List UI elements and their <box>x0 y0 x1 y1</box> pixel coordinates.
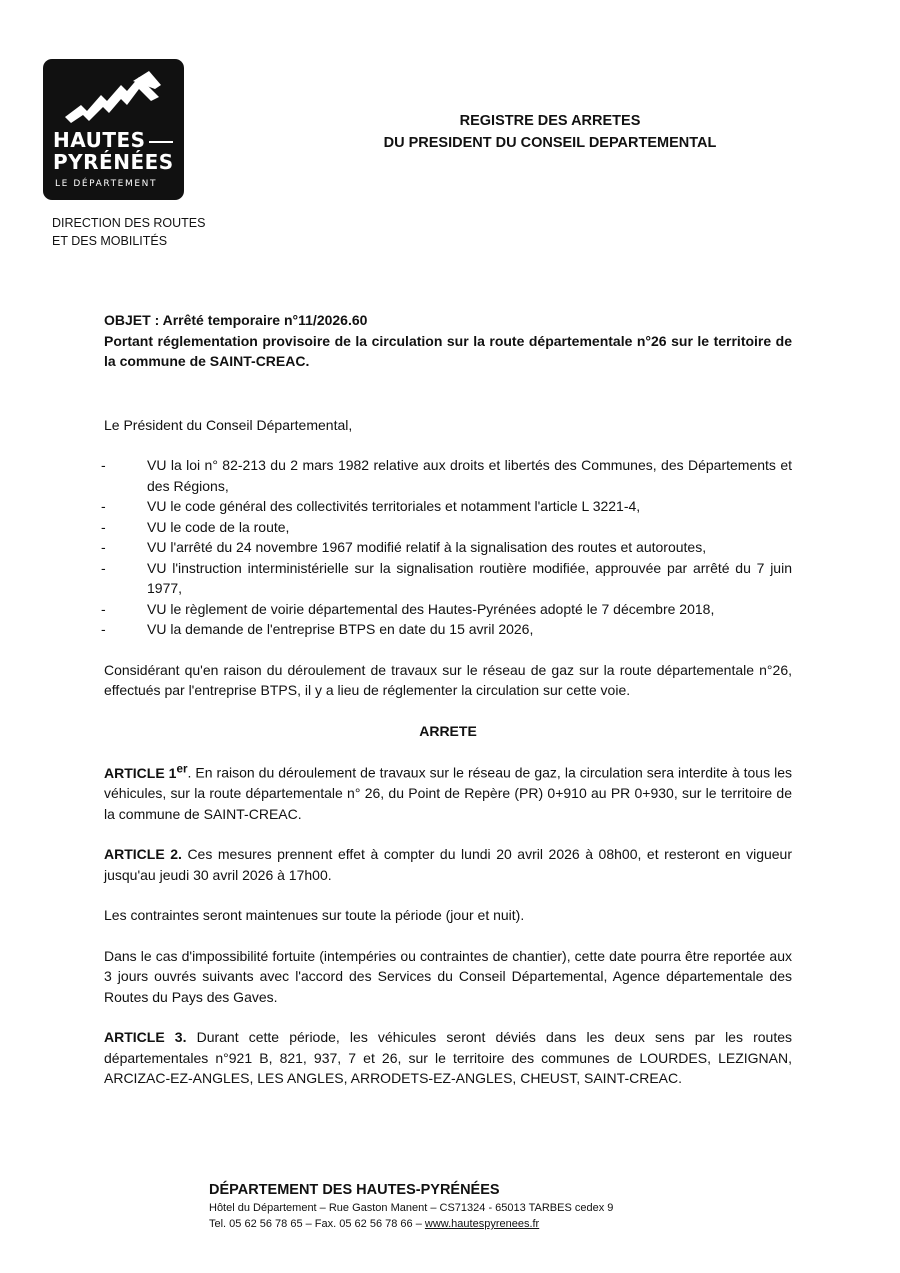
visa-item: - VU l'arrêté du 24 novembre 1967 modifié relatif à la signalisation des routes et autoroutes, <box>104 537 792 558</box>
article-2-text: Ces mesures prennent effet à compter du lundi 20 avril 2026 à 08h00, et resteront en vigueur jusqu'au jeudi 30 avril 2026 à 17h00. <box>104 846 792 883</box>
considerant-text: Considérant qu'en raison du déroulement de travaux sur le réseau de gaz sur la route départementale n°26, effectués par l'entreprise BTPS, il y a lieu de réglementer la circulation sur cette voie. <box>104 661 792 698</box>
visa-item: - VU le règlement de voirie départemental des Hautes-Pyrénées adopté le 7 décembre 2018, <box>104 599 792 620</box>
article-3-text: Durant cette période, les véhicules seront déviés dans les deux sens par les routes départementales n°921 B, 821, 937, 7 et 26, sur le territoire des communes de LOURDES, LEZIGNAN, ARCIZAC-EZ-ANGLES, LES ANGLES, ARRODETS-EZ-ANGLES, CHEUST, SAINT-CREAC. <box>104 1029 792 1087</box>
visa-item: - VU le code de la route, <box>104 517 792 538</box>
direction-line-1: DIRECTION DES ROUTES <box>52 216 206 230</box>
visa-item: - VU le code général des collectivités territoriales et notamment l'article L 3221-4, <box>104 496 792 517</box>
register-line-2: DU PRESIDENT DU CONSEIL DEPARTEMENTAL <box>383 135 717 151</box>
register-heading <box>350 110 750 154</box>
arrete-heading: ARRETE <box>419 722 477 739</box>
logo-tagline: LE DÉPARTEMENT <box>55 179 158 189</box>
article-1 <box>104 759 792 824</box>
footer-address: Hôtel du Département – Rue Gaston Manent – CS71324 - 65013 TARBES cedex 9 <box>209 1202 614 1214</box>
objet-subject: Portant réglementation provisoire de la circulation sur la route départementale n°26 sur le territoire de la commune de SAINT-CREAC. <box>104 332 792 369</box>
logo-line-2: PYRÉNÉES <box>53 150 174 174</box>
intro-text: Le Président du Conseil Départemental, <box>104 416 353 433</box>
visas-list <box>104 455 792 640</box>
article-3-label: ARTICLE 3. <box>104 1029 187 1046</box>
footer-website-link[interactable]: www.hautespyrenees.fr <box>424 1218 540 1230</box>
mountain-logo-icon <box>63 67 163 127</box>
register-line-1: REGISTRE DES ARRETES <box>459 113 641 129</box>
direction-line-2: ET DES MOBILITÉS <box>52 234 168 248</box>
contraintes-text: Les contraintes seront maintenues sur toute la période (jour et nuit). <box>104 907 525 924</box>
article-1-label: ARTICLE 1er <box>104 762 188 781</box>
direction-label <box>52 214 206 250</box>
footer-title: DÉPARTEMENT DES HAUTES-PYRÉNÉES <box>209 1182 500 1198</box>
footer-contact: Tel. 05 62 56 78 65 – Fax. 05 62 56 78 66 – www.hautespyrenees.fr <box>209 1218 540 1230</box>
visa-item: - VU l'instruction interministérielle sur la signalisation routière modifiée, approuvée par arrêté du 7 juin 1977, <box>104 558 792 599</box>
objet-label: OBJET : Arrêté temporaire n°11/2026.60 <box>104 312 368 328</box>
logo-dash <box>149 141 173 143</box>
article-1-sup: er <box>176 762 188 775</box>
document-body <box>104 310 792 1089</box>
article-3 <box>104 1027 792 1089</box>
footer <box>209 1180 679 1232</box>
article-2-label: ARTICLE 2. <box>104 846 182 863</box>
report-text: Dans le cas d'impossibilité fortuite (intempéries ou contraintes de chantier), cette date pourra être reportée aux 3 jours ouvrés suivants avec l'accord des Services du Conseil Départemental, Agence départementale des Routes du Pays des Gaves. <box>104 947 792 1005</box>
objet-block <box>104 310 792 372</box>
article-1-text: . En raison du déroulement de travaux sur le réseau de gaz, la circulation sera interdite à tous les véhicules, sur la route départementale n° 26, du Point de Repère (PR) 0+910 au PR 0+930, sur le territoire de la commune de SAINT-CREAC. <box>104 764 792 822</box>
visa-item: - VU la loi n° 82-213 du 2 mars 1982 relative aux droits et libertés des Communes, des Départements et des Régions, <box>104 455 792 496</box>
article-2 <box>104 844 792 885</box>
department-logo <box>43 59 184 200</box>
visa-item: - VU la demande de l'entreprise BTPS en date du 15 avril 2026, <box>104 619 792 640</box>
logo-line-1: HAUTES <box>53 128 146 152</box>
